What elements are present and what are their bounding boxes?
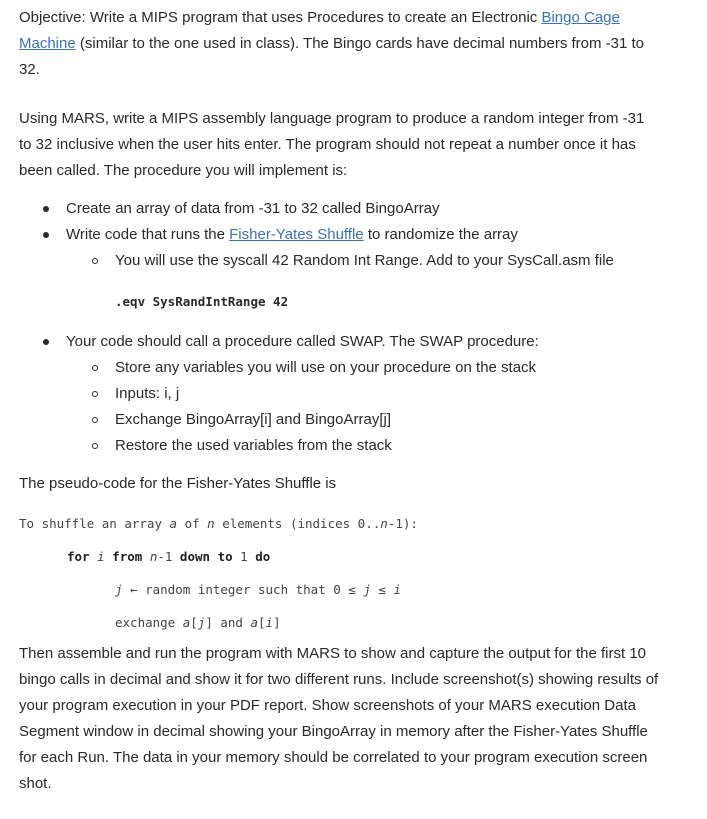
list-item-text-end: to randomize the array <box>363 226 518 243</box>
swap-list <box>19 329 659 459</box>
final-instructions-paragraph: Then assemble and run the program with MARS to show and capture the output for the first 10 bingo calls in decimal and show it for two different runs. Include screenshot(s) showing results of your program execution in your PDF report. Show screenshots of your MARS execution Data Segment window in decimal showing your BingoArray in memory after the Fisher-Yates Shuffle for each Run. The data in your memory should be correlated to your program execution screen shot. <box>19 645 659 792</box>
sub-list-item <box>19 433 659 459</box>
eqv-code-line: .eqv SysRandIntRange 42 <box>115 294 289 309</box>
pseudo-code-block <box>19 507 659 639</box>
bullet-icon <box>43 232 49 238</box>
list-item <box>19 222 659 248</box>
sub-list-item-text: Restore the used variables from the stack <box>115 437 392 454</box>
pseudo-code-line: To shuffle an array a of n elements (indices 0..n-1): <box>19 516 418 531</box>
list-item-text: Create an array of data from -31 to 32 called BingoArray <box>66 200 440 217</box>
hollow-bullet-icon <box>92 417 98 423</box>
pseudo-code-line: j ← random integer such that 0 ≤ j ≤ i <box>115 582 401 597</box>
hollow-bullet-icon <box>92 443 98 449</box>
bullet-icon <box>43 206 49 212</box>
hollow-bullet-icon <box>92 258 98 264</box>
sub-list-item <box>19 407 659 433</box>
list-item <box>19 196 659 222</box>
sub-list-item-text: You will use the syscall 42 Random Int Range. Add to your SysCall.asm file <box>115 252 614 269</box>
sub-list-item-text: Exchange BingoArray[i] and BingoArray[j] <box>115 411 391 428</box>
sub-list-item <box>19 248 659 274</box>
bullet-icon <box>43 339 49 345</box>
list-item-text: Your code should call a procedure called SWAP. The SWAP procedure: <box>66 333 539 350</box>
instructions-paragraph: Using MARS, write a MIPS assembly language program to produce a random integer from -31 to 32 inclusive when the user hits enter. The program should not repeat a number once it has been called. The procedure you will implement is: <box>19 110 645 179</box>
sub-list-item-text: Inputs: i, j <box>115 385 180 402</box>
list-item <box>19 329 659 355</box>
pseudo-code-line: exchange a[j] and a[i] <box>115 615 281 630</box>
list-item-text: Write code that runs the <box>66 226 230 243</box>
hollow-bullet-icon <box>92 365 98 371</box>
objective-text-end: (similar to the one used in class). The Bingo cards have decimal numbers from -31 to 32. <box>19 35 645 78</box>
sub-list-item-text: Store any variables you will use on your procedure on the stack <box>115 359 537 376</box>
hollow-bullet-icon <box>92 391 98 397</box>
bingo-cage-machine-link[interactable]: Bingo Cage Machine <box>19 9 620 52</box>
sub-list-item <box>19 355 659 381</box>
objective-paragraph <box>19 5 659 83</box>
document-page <box>19 5 659 797</box>
procedure-list <box>19 196 659 274</box>
pseudo-code-line: for i from n-1 down to 1 do <box>67 549 271 564</box>
objective-text: Objective: Write a MIPS program that uses Procedures to create an Electronic <box>19 9 542 26</box>
pseudo-code-intro: The pseudo-code for the Fisher-Yates Shuffle is <box>19 475 337 492</box>
sub-list-item <box>19 381 659 407</box>
fisher-yates-link[interactable]: Fisher-Yates Shuffle <box>229 226 364 243</box>
